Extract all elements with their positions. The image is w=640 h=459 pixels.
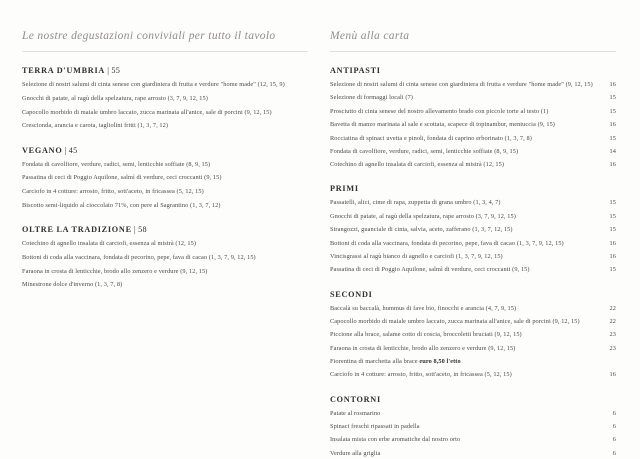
menu-item-name: Spinaci freschi ripassati in padella [330,422,420,430]
menu-item [330,265,616,275]
menu-item [330,120,616,130]
menu-item [330,449,616,459]
menu-item-name: Bottoni di coda alla vaccinara, fondata di pecorino, pepe, fava di cacao (1, 3, 7, 9, 12, 15) [330,239,564,247]
menu-item-price: 15 [609,266,616,274]
menu-item-name: Minestrone dolce d'inverno (1, 3, 7, 8) [22,281,123,289]
menu-item-price: 15 [609,107,616,115]
menu-item [330,198,616,208]
menu-item-name: Biscotto semi-liquido al cioccolato 71%, con pere al Sagrantino (1, 3, 7, 12) [22,201,221,209]
menu-item [22,280,308,290]
degustazioni-divider [22,51,308,52]
degustazioni-sections [22,66,308,291]
menu-item [22,108,308,118]
menu-item-name: Gnocchi di patate, al ragù della spelzatura, rape arrosto (3, 7, 9, 12, 15) [22,94,208,102]
menu-item [22,253,308,263]
menu-item-name: Fiorentina di marchetta alla brace euro 8,50 l'etto [330,358,461,365]
menu-item-price: 16 [609,81,616,88]
carta-sections [330,66,616,459]
menu-item [330,147,616,157]
menu-item-price: 16 [609,161,616,169]
menu-item-name: Fondata di cavolfiore, verdure, radici, semi, lenticchie soffiate (8, 9, 15) [330,147,519,155]
menu-item-price: 16 [609,239,616,247]
menu-item-price: 14 [609,147,616,155]
section-heading: ANTIPASTI [330,66,381,75]
menu-section [22,66,308,132]
menu-item [22,160,308,170]
menu-item-name: Selezione di nostri salumi di cinta senese con giardiniera di frutta e verdure "home made" (9, 12, 15) [330,81,593,88]
menu-item-name: Rocciatina di spinaci uvetta e pinoli, fondata di caprino erborinato (1, 3, 7, 8) [330,134,532,142]
menu-item [22,187,308,197]
menu-item-name: Vincisgrassi al ragù bianco di agnello e carciofi (1, 3, 7, 9, 12, 15) [330,252,503,260]
menu-item-price: 15 [609,134,616,142]
menu-item-price: 15 [609,212,616,220]
menu-item-emphasis: euro 8,50 l'etto [419,358,461,365]
menu-item-name: Faraona in crosta di lenticchie, brodo allo zenzero e verdure (9, 12, 15) [330,344,516,352]
menu-item [330,370,616,380]
menu-item [22,80,308,90]
menu-item-name: Carciofo in 4 cotture: arrosto, fritto, sott'aceto, in fricassea (5, 12, 15) [330,371,512,379]
menu-item [330,330,616,340]
menu-item [22,267,308,277]
menu-item-name: Cotechino di agnello insalata di carciofi, essenza al mistrà (12, 15) [22,240,197,248]
section-price: | 45 [62,145,78,155]
menu-item-name: Strangozzi, guanciale di cinta, salvia, aceto, zafferano (1, 3, 7, 12, 15) [330,226,513,234]
menu-item [330,225,616,235]
menu-section [330,66,616,170]
section-heading: TERRA D'UMBRIA | 55 [22,66,120,75]
carta-column [330,30,616,457]
menu-item-price: 16 [609,121,616,129]
menu-item-name: Insalata mista con erbe aromatiche dal nostro orto [330,436,461,444]
section-heading: SECONDI [330,289,373,299]
menu-item [330,344,616,354]
menu-item [330,80,616,90]
carta-column-title: Menù alla carta [330,30,410,42]
menu-item [330,304,616,314]
menu-item-name: Cotechino di agnello insalata di carciofi, essenza al mistrà (12, 15) [330,161,505,169]
section-price: | 55 [105,66,120,75]
menu-item-price: 15 [609,226,616,234]
menu-item [330,160,616,170]
menu-item-price: 15 [609,94,616,102]
menu-item [22,201,308,211]
menu-section [22,225,308,291]
menu-item [330,357,616,367]
menu-item-price: 6 [612,409,616,417]
menu-item-price: 16 [609,252,616,260]
menu-item-name: Bottoni di coda alla vaccinara, fondata di pecorino, pepe, fava di cacao (1, 3, 7, 9, 12, 15) [22,253,256,261]
menu-item-name: Bavetta di manzo marinata al sale e scottata, scapece di topinambur, mentuccia (9, 15) [330,121,555,129]
carta-divider [330,51,616,52]
menu-item-name: Piccione alla brace, salame cotto di coscia, broccoletti bruciati (9, 12, 15) [330,331,522,339]
menu-item-name: Baccalà su baccalà, hummus di fave bio, finocchi e arancia (4, 7, 9, 15) [330,304,517,312]
menu-item [22,239,308,249]
menu-item-name: Crescionda, arancia e carota, tagliolini fritti (1, 3, 7, 12) [22,122,169,130]
menu-item-price: 6 [612,436,616,444]
menu-item [330,134,616,144]
degustazioni-column-title: Le nostre degustazioni conviviali per tutto il tavolo [22,30,276,42]
menu-section [330,290,616,381]
menu-item-name: Capocollo morbido di maiale umbro laccato, zucca marinata all'anice, sale di porcini (9, 12, 15) [22,108,272,116]
menu-item [330,409,616,419]
menu-item [330,212,616,222]
menu-item-name: Selezione di nostri salumi di cinta senese con giardiniera di frutta e verdure "home made" (12, 15, 9) [22,81,285,88]
menu-item-name: Patate al rosmarino [330,409,381,417]
menu-item-price: 22 [609,317,616,325]
menu-item-price: 22 [609,304,616,312]
menu-section [330,395,616,459]
menu-item [330,317,616,327]
section-heading: PRIMI [330,184,359,194]
menu-item-name: Faraona in crosta di lenticchie, brodo allo zenzero e verdure (9, 12, 15) [22,267,208,275]
menu-item [22,94,308,104]
section-heading: CONTORNI [330,394,381,404]
menu-item-name: Prosciutto di cinta senese del nostro allevamento brado con piccole torte al testo (1) [330,107,549,115]
menu-section [330,184,616,275]
menu-item-name: Verdure alla griglia [330,449,381,457]
menu-item-name: Passatelli, alici, cime di rapa, zuppetta di grana umbro (1, 3, 4, 7) [330,199,501,207]
degustazioni-column [22,30,308,452]
menu-item [330,107,616,117]
menu-item [330,422,616,432]
menu-item-price: 6 [612,449,616,457]
menu-item-price: 6 [612,422,616,430]
menu-item-name: Fondata di cavolfiore, verdure, radici, semi, lenticchie soffiate (8, 9, 15) [22,160,211,168]
menu-item-price: 15 [609,199,616,207]
menu-item [330,435,616,445]
menu-item-price: 23 [609,331,616,339]
menu-item-name: Passatina di ceci di Poggio Aquilone, salmì di verdure, ceci croccanti (9, 15) [22,174,222,182]
menu-item-name: Selezione di formaggi locali (7) [330,94,413,102]
menu-item [330,252,616,262]
menu-item [330,239,616,249]
menu-section [22,146,308,212]
menu-item-name: Gnocchi di patate, al ragù della spelzatura, rape arrosto (3, 7, 9, 12, 15) [330,212,516,220]
menu-item-name: Capocollo morbido di maiale umbro laccato, zucca marinata all'anice, sale di porcini (9, 12, 15) [330,317,580,325]
section-heading: OLTRE LA TRADIZIONE | 58 [22,225,147,235]
section-price: | 58 [131,225,147,235]
menu-item-price: 16 [609,371,616,379]
section-heading: VEGANO | 45 [22,145,78,155]
menu-item [22,121,308,131]
menu-item [330,93,616,103]
menu-item-price: 23 [609,344,616,352]
menu-item [22,173,308,183]
menu-item-name: Carciofo in 4 cotture: arrosto, fritto, sott'aceto, in fricassea (5, 12, 15) [22,188,204,196]
menu-item-name: Passatina di ceci di Poggio Aquilone, salmì di verdure, ceci croccanti (9, 15) [330,266,530,274]
